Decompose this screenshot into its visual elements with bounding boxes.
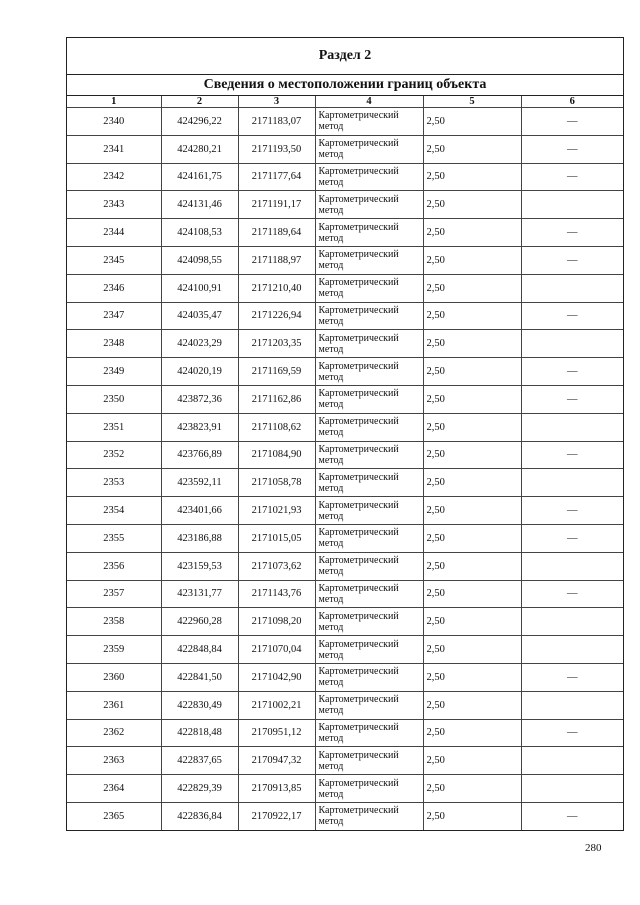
note-cell — [521, 691, 623, 719]
error-cell: 2,50 — [423, 497, 521, 525]
y-coordinate-cell: 2171143,76 — [238, 580, 315, 608]
y-coordinate-cell: 2171021,93 — [238, 497, 315, 525]
table-row — [67, 552, 623, 580]
point-number-cell: 2346 — [67, 274, 161, 302]
error-cell: 2,50 — [423, 330, 521, 358]
table-row — [67, 358, 623, 386]
error-cell: 2,50 — [423, 246, 521, 274]
y-coordinate-cell: 2170951,12 — [238, 719, 315, 747]
error-cell: 2,50 — [423, 135, 521, 163]
method-cell: Картометрический метод — [315, 385, 423, 413]
method-cell: Картометрический метод — [315, 524, 423, 552]
x-coordinate-cell: 424020,19 — [161, 358, 238, 386]
table-row — [67, 719, 623, 747]
note-cell: — — [521, 358, 623, 386]
error-cell: 2,50 — [423, 524, 521, 552]
y-coordinate-cell: 2171070,04 — [238, 636, 315, 664]
column-header: 1 — [67, 96, 161, 108]
boundary-table — [67, 96, 623, 830]
note-cell: — — [521, 108, 623, 136]
note-cell — [521, 413, 623, 441]
table-row — [67, 663, 623, 691]
table-row — [67, 497, 623, 525]
method-cell: Картометрический метод — [315, 358, 423, 386]
method-cell: Картометрический метод — [315, 775, 423, 803]
y-coordinate-cell: 2171189,64 — [238, 219, 315, 247]
x-coordinate-cell: 422841,50 — [161, 663, 238, 691]
note-cell: — — [521, 135, 623, 163]
table-body — [67, 108, 623, 830]
table-row — [67, 469, 623, 497]
y-coordinate-cell: 2171084,90 — [238, 441, 315, 469]
error-cell: 2,50 — [423, 691, 521, 719]
method-cell: Картометрический метод — [315, 802, 423, 829]
method-cell: Картометрический метод — [315, 191, 423, 219]
point-number-cell: 2364 — [67, 775, 161, 803]
table-row — [67, 747, 623, 775]
error-cell: 2,50 — [423, 580, 521, 608]
error-cell: 2,50 — [423, 469, 521, 497]
error-cell: 2,50 — [423, 219, 521, 247]
x-coordinate-cell: 423872,36 — [161, 385, 238, 413]
point-number-cell: 2354 — [67, 497, 161, 525]
method-cell: Картометрический метод — [315, 636, 423, 664]
table-row — [67, 802, 623, 829]
method-cell: Картометрический метод — [315, 469, 423, 497]
table-row — [67, 580, 623, 608]
x-coordinate-cell: 424280,21 — [161, 135, 238, 163]
table-row — [67, 108, 623, 136]
x-coordinate-cell: 422960,28 — [161, 608, 238, 636]
method-cell: Картометрический метод — [315, 219, 423, 247]
y-coordinate-cell: 2171188,97 — [238, 246, 315, 274]
x-coordinate-cell: 422830,49 — [161, 691, 238, 719]
note-cell: — — [521, 580, 623, 608]
column-header: 3 — [238, 96, 315, 108]
x-coordinate-cell: 423766,89 — [161, 441, 238, 469]
table-row — [67, 191, 623, 219]
point-number-cell: 2362 — [67, 719, 161, 747]
table-row — [67, 441, 623, 469]
y-coordinate-cell: 2171177,64 — [238, 163, 315, 191]
y-coordinate-cell: 2171226,94 — [238, 302, 315, 330]
table-row — [67, 302, 623, 330]
x-coordinate-cell: 424161,75 — [161, 163, 238, 191]
note-cell: — — [521, 219, 623, 247]
method-cell: Картометрический метод — [315, 552, 423, 580]
y-coordinate-cell: 2171042,90 — [238, 663, 315, 691]
note-cell: — — [521, 246, 623, 274]
point-number-cell: 2355 — [67, 524, 161, 552]
note-cell — [521, 552, 623, 580]
point-number-cell: 2361 — [67, 691, 161, 719]
error-cell: 2,50 — [423, 191, 521, 219]
note-cell — [521, 469, 623, 497]
x-coordinate-cell: 422836,84 — [161, 802, 238, 829]
table-row — [67, 775, 623, 803]
note-cell: — — [521, 441, 623, 469]
note-cell — [521, 636, 623, 664]
error-cell: 2,50 — [423, 413, 521, 441]
y-coordinate-cell: 2171015,05 — [238, 524, 315, 552]
y-coordinate-cell: 2171108,62 — [238, 413, 315, 441]
method-cell: Картометрический метод — [315, 108, 423, 136]
note-cell — [521, 747, 623, 775]
y-coordinate-cell: 2171169,59 — [238, 358, 315, 386]
table-row — [67, 330, 623, 358]
y-coordinate-cell: 2171191,17 — [238, 191, 315, 219]
y-coordinate-cell: 2171098,20 — [238, 608, 315, 636]
point-number-cell: 2347 — [67, 302, 161, 330]
y-coordinate-cell: 2171058,78 — [238, 469, 315, 497]
column-header: 6 — [521, 96, 623, 108]
x-coordinate-cell: 422818,48 — [161, 719, 238, 747]
table-row — [67, 219, 623, 247]
page-number: 280 — [585, 842, 602, 854]
method-cell: Картометрический метод — [315, 330, 423, 358]
error-cell: 2,50 — [423, 552, 521, 580]
note-cell — [521, 608, 623, 636]
x-coordinate-cell: 424131,46 — [161, 191, 238, 219]
table-row — [67, 413, 623, 441]
note-cell: — — [521, 524, 623, 552]
method-cell: Картометрический метод — [315, 608, 423, 636]
note-cell: — — [521, 719, 623, 747]
x-coordinate-cell: 423186,88 — [161, 524, 238, 552]
point-number-cell: 2363 — [67, 747, 161, 775]
method-cell: Картометрический метод — [315, 302, 423, 330]
y-coordinate-cell: 2171210,40 — [238, 274, 315, 302]
y-coordinate-cell: 2171183,07 — [238, 108, 315, 136]
y-coordinate-cell: 2171162,86 — [238, 385, 315, 413]
point-number-cell: 2353 — [67, 469, 161, 497]
x-coordinate-cell: 422837,65 — [161, 747, 238, 775]
method-cell: Картометрический метод — [315, 663, 423, 691]
method-cell: Картометрический метод — [315, 413, 423, 441]
table-row — [67, 636, 623, 664]
method-cell: Картометрический метод — [315, 163, 423, 191]
note-cell — [521, 330, 623, 358]
point-number-cell: 2348 — [67, 330, 161, 358]
document-frame — [66, 37, 624, 831]
point-number-cell: 2352 — [67, 441, 161, 469]
x-coordinate-cell: 424108,53 — [161, 219, 238, 247]
note-cell: — — [521, 497, 623, 525]
error-cell: 2,50 — [423, 775, 521, 803]
error-cell: 2,50 — [423, 163, 521, 191]
y-coordinate-cell: 2170947,32 — [238, 747, 315, 775]
point-number-cell: 2351 — [67, 413, 161, 441]
error-cell: 2,50 — [423, 358, 521, 386]
x-coordinate-cell: 424023,29 — [161, 330, 238, 358]
y-coordinate-cell: 2171002,21 — [238, 691, 315, 719]
point-number-cell: 2349 — [67, 358, 161, 386]
point-number-cell: 2365 — [67, 802, 161, 829]
subsection-title: Сведения о местоположении границ объекта — [67, 75, 623, 96]
point-number-cell: 2356 — [67, 552, 161, 580]
point-number-cell: 2344 — [67, 219, 161, 247]
x-coordinate-cell: 423159,53 — [161, 552, 238, 580]
note-cell — [521, 274, 623, 302]
x-coordinate-cell: 423823,91 — [161, 413, 238, 441]
error-cell: 2,50 — [423, 302, 521, 330]
y-coordinate-cell: 2171203,35 — [238, 330, 315, 358]
method-cell: Картометрический метод — [315, 691, 423, 719]
point-number-cell: 2341 — [67, 135, 161, 163]
x-coordinate-cell: 422848,84 — [161, 636, 238, 664]
x-coordinate-cell: 423401,66 — [161, 497, 238, 525]
y-coordinate-cell: 2170913,85 — [238, 775, 315, 803]
x-coordinate-cell: 424035,47 — [161, 302, 238, 330]
column-header: 4 — [315, 96, 423, 108]
error-cell: 2,50 — [423, 747, 521, 775]
method-cell: Картометрический метод — [315, 135, 423, 163]
point-number-cell: 2357 — [67, 580, 161, 608]
column-header-row — [67, 96, 623, 108]
point-number-cell: 2345 — [67, 246, 161, 274]
note-cell — [521, 191, 623, 219]
error-cell: 2,50 — [423, 719, 521, 747]
table-row — [67, 691, 623, 719]
x-coordinate-cell: 423592,11 — [161, 469, 238, 497]
y-coordinate-cell: 2171073,62 — [238, 552, 315, 580]
table-row — [67, 246, 623, 274]
error-cell: 2,50 — [423, 274, 521, 302]
y-coordinate-cell: 2171193,50 — [238, 135, 315, 163]
point-number-cell: 2360 — [67, 663, 161, 691]
note-cell: — — [521, 163, 623, 191]
column-header: 2 — [161, 96, 238, 108]
note-cell: — — [521, 385, 623, 413]
table-row — [67, 135, 623, 163]
point-number-cell: 2340 — [67, 108, 161, 136]
table-row — [67, 524, 623, 552]
method-cell: Картометрический метод — [315, 246, 423, 274]
error-cell: 2,50 — [423, 802, 521, 829]
note-cell: — — [521, 663, 623, 691]
y-coordinate-cell: 2170922,17 — [238, 802, 315, 829]
table-row — [67, 163, 623, 191]
point-number-cell: 2358 — [67, 608, 161, 636]
method-cell: Картометрический метод — [315, 747, 423, 775]
method-cell: Картометрический метод — [315, 497, 423, 525]
error-cell: 2,50 — [423, 441, 521, 469]
x-coordinate-cell: 424100,91 — [161, 274, 238, 302]
error-cell: 2,50 — [423, 663, 521, 691]
error-cell: 2,50 — [423, 108, 521, 136]
method-cell: Картометрический метод — [315, 274, 423, 302]
section-title: Раздел 2 — [67, 38, 623, 75]
error-cell: 2,50 — [423, 385, 521, 413]
point-number-cell: 2342 — [67, 163, 161, 191]
table-row — [67, 608, 623, 636]
note-cell: — — [521, 302, 623, 330]
method-cell: Картометрический метод — [315, 719, 423, 747]
method-cell: Картометрический метод — [315, 441, 423, 469]
note-cell: — — [521, 802, 623, 829]
column-header: 5 — [423, 96, 521, 108]
table-row — [67, 274, 623, 302]
x-coordinate-cell: 424098,55 — [161, 246, 238, 274]
point-number-cell: 2359 — [67, 636, 161, 664]
point-number-cell: 2350 — [67, 385, 161, 413]
error-cell: 2,50 — [423, 608, 521, 636]
point-number-cell: 2343 — [67, 191, 161, 219]
note-cell — [521, 775, 623, 803]
table-row — [67, 385, 623, 413]
x-coordinate-cell: 422829,39 — [161, 775, 238, 803]
error-cell: 2,50 — [423, 636, 521, 664]
method-cell: Картометрический метод — [315, 580, 423, 608]
x-coordinate-cell: 423131,77 — [161, 580, 238, 608]
x-coordinate-cell: 424296,22 — [161, 108, 238, 136]
